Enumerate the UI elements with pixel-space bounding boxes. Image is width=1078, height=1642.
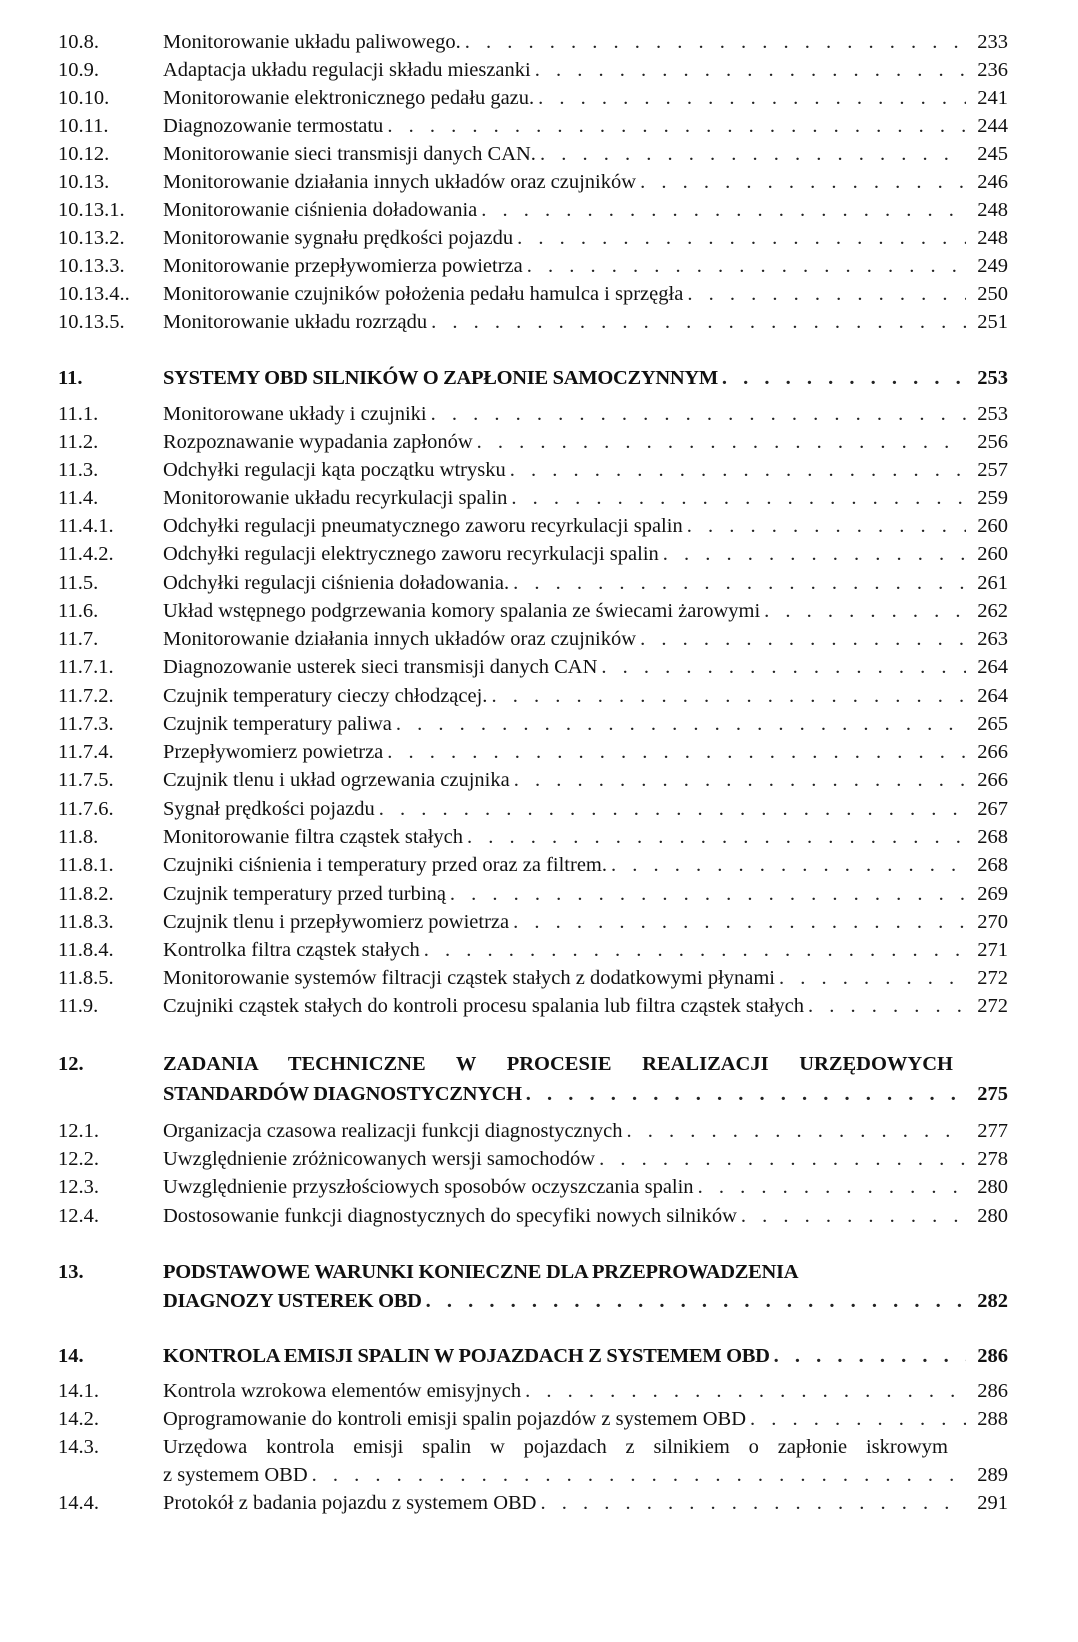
entry-number: 10.8. bbox=[58, 31, 99, 53]
entry-page: 264 bbox=[977, 685, 1008, 707]
toc-entry bbox=[58, 484, 1008, 513]
entry-number: 11.4.2. bbox=[58, 543, 114, 565]
dot-leader bbox=[779, 964, 966, 993]
entry-page: 245 bbox=[977, 143, 1008, 165]
entry-title: z systemem OBD bbox=[163, 1464, 308, 1486]
toc-entry bbox=[58, 936, 1008, 965]
entry-page: 249 bbox=[977, 255, 1008, 277]
entry-page: 248 bbox=[977, 199, 1008, 221]
dot-leader bbox=[426, 1287, 966, 1316]
chapter-number: 13. bbox=[58, 1261, 84, 1283]
toc-chapter-line1 bbox=[58, 1050, 953, 1079]
entry-page: 288 bbox=[977, 1408, 1008, 1430]
entry-page: 248 bbox=[977, 227, 1008, 249]
entry-number: 11.9. bbox=[58, 995, 99, 1017]
dot-leader bbox=[764, 597, 966, 626]
toc-entry bbox=[58, 224, 1008, 253]
entry-title: Monitorowanie układu recyrkulacji spalin bbox=[163, 487, 508, 509]
entry-title: Monitorowanie układu rozrządu bbox=[163, 311, 428, 333]
chapter-title-line1: ZADANIA TECHNICZNE W PROCESIE REALIZACJI URZĘDOWYCH bbox=[163, 1053, 953, 1075]
toc-entry bbox=[58, 28, 1008, 57]
dot-leader bbox=[477, 428, 966, 457]
entry-number: 10.11. bbox=[58, 115, 109, 137]
toc-chapter-line1 bbox=[58, 1258, 1008, 1287]
toc-entry bbox=[58, 428, 1008, 457]
dot-leader bbox=[722, 364, 966, 393]
entry-page: 291 bbox=[977, 1492, 1008, 1514]
dot-leader bbox=[387, 738, 966, 767]
entry-page: 268 bbox=[977, 854, 1008, 876]
entry-page: 244 bbox=[977, 115, 1008, 137]
toc-entry bbox=[58, 710, 1008, 739]
entry-page: 271 bbox=[977, 939, 1008, 961]
dot-leader bbox=[491, 682, 966, 711]
chapter-number: 14. bbox=[58, 1345, 84, 1367]
dot-leader bbox=[540, 1489, 966, 1518]
entry-number: 12.2. bbox=[58, 1148, 99, 1170]
entry-title: Monitorowanie ciśnienia doładowania bbox=[163, 199, 478, 221]
entry-number: 11.7.6. bbox=[58, 798, 114, 820]
entry-number: 11.2. bbox=[58, 431, 99, 453]
entry-title: Monitorowanie czujników położenia pedału hamulca i sprzęgła bbox=[163, 283, 684, 305]
toc-entry bbox=[58, 512, 1008, 541]
entry-title: Kontrolka filtra cząstek stałych bbox=[163, 939, 420, 961]
dot-leader bbox=[431, 308, 966, 337]
entry-page: 272 bbox=[977, 995, 1008, 1017]
dot-leader bbox=[687, 512, 966, 541]
entry-number: 12.1. bbox=[58, 1120, 99, 1142]
entry-page: 286 bbox=[977, 1380, 1008, 1402]
toc-entry-line2 bbox=[58, 1461, 1008, 1490]
entry-title: Monitorowanie działania innych układów oraz czujników bbox=[163, 171, 637, 193]
entry-number: 10.13.5. bbox=[58, 311, 125, 333]
entry-number: 10.12. bbox=[58, 143, 110, 165]
dot-leader bbox=[640, 625, 966, 654]
entry-page: 269 bbox=[977, 883, 1008, 905]
chapter-title: STANDARDÓW DIAGNOSTYCZNYCH bbox=[163, 1083, 522, 1105]
toc-entry bbox=[58, 851, 1008, 880]
entry-number: 11.8. bbox=[58, 826, 99, 848]
entry-page: 275 bbox=[977, 1083, 1008, 1105]
dot-leader bbox=[540, 140, 966, 169]
chapter-number: 11. bbox=[58, 367, 83, 389]
entry-title: Odchyłki regulacji elektrycznego zaworu recyrkulacji spalin bbox=[163, 543, 659, 565]
entry-page: 280 bbox=[977, 1205, 1008, 1227]
dot-leader bbox=[526, 1080, 966, 1109]
toc-entry bbox=[58, 168, 1008, 197]
dot-leader bbox=[513, 569, 966, 598]
dot-leader bbox=[431, 400, 966, 429]
dot-leader bbox=[698, 1173, 966, 1202]
entry-number: 10.13. bbox=[58, 171, 110, 193]
toc-entry-line1 bbox=[58, 1433, 948, 1462]
dot-leader bbox=[663, 540, 966, 569]
dot-leader bbox=[387, 112, 966, 141]
toc-entry bbox=[58, 964, 1008, 993]
entry-page: 253 bbox=[977, 403, 1008, 425]
toc-entry bbox=[58, 1145, 1008, 1174]
entry-title: Odchyłki regulacji pneumatycznego zaworu recyrkulacji spalin bbox=[163, 515, 683, 537]
entry-page: 262 bbox=[977, 600, 1008, 622]
dot-leader bbox=[424, 936, 966, 965]
toc-entry bbox=[58, 1377, 1008, 1406]
entry-number: 11.8.5. bbox=[58, 967, 114, 989]
entry-page: 264 bbox=[977, 656, 1008, 678]
dot-leader bbox=[611, 851, 966, 880]
toc-entry bbox=[58, 280, 1008, 309]
toc-entry bbox=[58, 1202, 1008, 1231]
entry-number: 14.3. bbox=[58, 1436, 99, 1458]
entry-number: 10.10. bbox=[58, 87, 110, 109]
entry-page: 250 bbox=[977, 283, 1008, 305]
toc-entry bbox=[58, 569, 1008, 598]
entry-number: 10.13.3. bbox=[58, 255, 125, 277]
dot-leader bbox=[627, 1117, 966, 1146]
dot-leader bbox=[467, 823, 966, 852]
toc-entry bbox=[58, 795, 1008, 824]
entry-number: 11.6. bbox=[58, 600, 99, 622]
entry-number: 11.5. bbox=[58, 572, 99, 594]
toc-entry bbox=[58, 653, 1008, 682]
entry-title: Monitorowanie sygnału prędkości pojazdu bbox=[163, 227, 514, 249]
entry-title: Rozpoznawanie wypadania zapłonów bbox=[163, 431, 473, 453]
dot-leader bbox=[640, 168, 966, 197]
entry-title: Uwzględnienie zróżnicowanych wersji samochodów bbox=[163, 1148, 596, 1170]
toc-entry bbox=[58, 682, 1008, 711]
entry-page: 257 bbox=[977, 459, 1008, 481]
toc-entry bbox=[58, 308, 1008, 337]
entry-number: 11.3. bbox=[58, 459, 99, 481]
dot-leader bbox=[513, 908, 966, 937]
dot-leader bbox=[808, 992, 966, 1021]
toc-entry bbox=[58, 908, 1008, 937]
entry-number: 11.1. bbox=[58, 403, 99, 425]
entry-title: Dostosowanie funkcji diagnostycznych do specyfiki nowych silników bbox=[163, 1205, 737, 1227]
entry-page: 236 bbox=[977, 59, 1008, 81]
entry-title: Czujnik temperatury przed turbiną bbox=[163, 883, 446, 905]
entry-title: Przepływomierz powietrza bbox=[163, 741, 384, 763]
dot-leader bbox=[525, 1377, 966, 1406]
toc-entry bbox=[58, 400, 1008, 429]
entry-title: Oprogramowanie do kontroli emisji spalin pojazdów z systemem OBD bbox=[163, 1408, 747, 1430]
toc-entry bbox=[58, 456, 1008, 485]
entry-title: Czujnik temperatury paliwa bbox=[163, 713, 392, 735]
toc-chapter-line2 bbox=[58, 1080, 1008, 1109]
toc-entry bbox=[58, 823, 1008, 852]
entry-page: 263 bbox=[977, 628, 1008, 650]
entry-title: Diagnozowanie usterek sieci transmisji danych CAN bbox=[163, 656, 598, 678]
entry-page: 272 bbox=[977, 967, 1008, 989]
entry-page: 246 bbox=[977, 171, 1008, 193]
entry-number: 11.4.1. bbox=[58, 515, 114, 537]
entry-page: 280 bbox=[977, 1176, 1008, 1198]
entry-title: Uwzględnienie przyszłościowych sposobów oczyszczania spalin bbox=[163, 1176, 694, 1198]
toc-entry bbox=[58, 112, 1008, 141]
entry-number: 10.9. bbox=[58, 59, 99, 81]
dot-leader bbox=[774, 1342, 966, 1371]
dot-leader bbox=[527, 252, 966, 281]
entry-title: Odchyłki regulacji ciśnienia doładowania. bbox=[163, 572, 510, 594]
dot-leader bbox=[538, 84, 966, 113]
dot-leader bbox=[517, 224, 966, 253]
entry-number: 12.3. bbox=[58, 1176, 99, 1198]
entry-number: 10.13.4.. bbox=[58, 283, 130, 305]
entry-title: Odchyłki regulacji kąta początku wtrysku bbox=[163, 459, 506, 481]
toc-chapter bbox=[58, 364, 1008, 393]
entry-number: 14.1. bbox=[58, 1380, 99, 1402]
chapter-title: SYSTEMY OBD SILNIKÓW O ZAPŁONIE SAMOCZYNNYM bbox=[163, 367, 718, 389]
entry-page: 282 bbox=[977, 1290, 1008, 1312]
dot-leader bbox=[514, 766, 966, 795]
toc-entry bbox=[58, 738, 1008, 767]
dot-leader bbox=[450, 880, 966, 909]
entry-page: 270 bbox=[977, 911, 1008, 933]
entry-title: Protokół z badania pojazdu z systemem OBD bbox=[163, 1492, 537, 1514]
entry-page: 241 bbox=[977, 87, 1008, 109]
entry-number: 14.2. bbox=[58, 1408, 99, 1430]
dot-leader bbox=[511, 484, 966, 513]
entry-page: 266 bbox=[977, 769, 1008, 791]
entry-title: Organizacja czasowa realizacji funkcji diagnostycznych bbox=[163, 1120, 623, 1142]
entry-page: 278 bbox=[977, 1148, 1008, 1170]
entry-title: Diagnozowanie termostatu bbox=[163, 115, 384, 137]
toc-entry bbox=[58, 1405, 1008, 1434]
entry-number: 11.7.5. bbox=[58, 769, 114, 791]
entry-title: Kontrola wzrokowa elementów emisyjnych bbox=[163, 1380, 522, 1402]
entry-title: Adaptacja układu regulacji składu mieszanki bbox=[163, 59, 531, 81]
entry-number: 14.4. bbox=[58, 1492, 99, 1514]
dot-leader bbox=[465, 28, 966, 57]
dot-leader bbox=[750, 1405, 966, 1434]
dot-leader bbox=[535, 56, 966, 85]
entry-page: 266 bbox=[977, 741, 1008, 763]
dot-leader bbox=[481, 196, 966, 225]
entry-title: Monitorowanie sieci transmisji danych CAN. bbox=[163, 143, 536, 165]
entry-page: 267 bbox=[977, 798, 1008, 820]
entry-title: Monitorowanie układu paliwowego. bbox=[163, 31, 461, 53]
entry-title: Monitorowane układy i czujniki bbox=[163, 403, 427, 425]
toc-chapter bbox=[58, 1342, 1008, 1371]
entry-number: 11.7. bbox=[58, 628, 99, 650]
toc-entry bbox=[58, 196, 1008, 225]
toc-chapter-line2 bbox=[58, 1287, 1008, 1316]
entry-number: 11.8.3. bbox=[58, 911, 114, 933]
toc-entry bbox=[58, 766, 1008, 795]
entry-title: Układ wstępnego podgrzewania komory spalania ze świecami żarowymi bbox=[163, 600, 761, 622]
entry-number: 10.13.1. bbox=[58, 199, 125, 221]
toc-entry bbox=[58, 252, 1008, 281]
toc-entry bbox=[58, 880, 1008, 909]
entry-page: 233 bbox=[977, 31, 1008, 53]
entry-page: 265 bbox=[977, 713, 1008, 735]
dot-leader bbox=[312, 1461, 966, 1490]
dot-leader bbox=[687, 280, 966, 309]
chapter-title: KONTROLA EMISJI SPALIN W POJAZDACH Z SYSTEMEM OBD bbox=[163, 1345, 770, 1367]
dot-leader bbox=[601, 653, 966, 682]
entry-page: 251 bbox=[977, 311, 1008, 333]
entry-title: Monitorowanie filtra cząstek stałych bbox=[163, 826, 463, 848]
toc-entry bbox=[58, 625, 1008, 654]
entry-title: Czujnik temperatury cieczy chłodzącej. bbox=[163, 685, 488, 707]
chapter-number: 12. bbox=[58, 1053, 84, 1075]
toc-entry bbox=[58, 1173, 1008, 1202]
toc-entry bbox=[58, 1489, 1008, 1518]
dot-leader bbox=[379, 795, 966, 824]
entry-page: 253 bbox=[977, 367, 1008, 389]
entry-title: Monitorowanie działania innych układów oraz czujników bbox=[163, 628, 637, 650]
entry-number: 11.7.2. bbox=[58, 685, 114, 707]
entry-title: Czujnik tlenu i przepływomierz powietrza bbox=[163, 911, 510, 933]
chapter-title: DIAGNOZY USTEREK OBD bbox=[163, 1290, 422, 1312]
toc-entry bbox=[58, 84, 1008, 113]
dot-leader bbox=[741, 1202, 966, 1231]
entry-number: 10.13.2. bbox=[58, 227, 125, 249]
entry-page: 286 bbox=[977, 1345, 1008, 1367]
dot-leader bbox=[510, 456, 966, 485]
entry-page: 259 bbox=[977, 487, 1008, 509]
toc-entry bbox=[58, 56, 1008, 85]
toc-entry bbox=[58, 140, 1008, 169]
entry-page: 277 bbox=[977, 1120, 1008, 1142]
entry-number: 11.7.3. bbox=[58, 713, 114, 735]
entry-title: Czujniki ciśnienia i temperatury przed oraz za filtrem. bbox=[163, 854, 607, 876]
dot-leader bbox=[396, 710, 966, 739]
entry-title: Czujnik tlenu i układ ogrzewania czujnika bbox=[163, 769, 510, 791]
entry-number: 12.4. bbox=[58, 1205, 99, 1227]
entry-page: 289 bbox=[977, 1464, 1008, 1486]
entry-page: 268 bbox=[977, 826, 1008, 848]
entry-number: 11.8.2. bbox=[58, 883, 114, 905]
chapter-title-line1: PODSTAWOWE WARUNKI KONIECZNE DLA PRZEPROWADZENIA bbox=[163, 1261, 799, 1283]
entry-number: 11.7.4. bbox=[58, 741, 114, 763]
entry-page: 260 bbox=[977, 543, 1008, 565]
entry-title-line1: Urzędowa kontrola emisji spalin w pojazdach z silnikiem o zapłonie iskrowym bbox=[163, 1436, 948, 1458]
entry-number: 11.8.4. bbox=[58, 939, 114, 961]
toc-entry bbox=[58, 597, 1008, 626]
toc-entry bbox=[58, 540, 1008, 569]
entry-page: 256 bbox=[977, 431, 1008, 453]
entry-title: Monitorowanie systemów filtracji cząstek stałych z dodatkowymi płynami bbox=[163, 967, 776, 989]
entry-title: Monitorowanie elektronicznego pedału gazu. bbox=[163, 87, 535, 109]
entry-title: Sygnał prędkości pojazdu bbox=[163, 798, 375, 820]
entry-page: 261 bbox=[977, 572, 1008, 594]
entry-title: Czujniki cząstek stałych do kontroli procesu spalania lub filtra cząstek stałych bbox=[163, 995, 804, 1017]
toc-entry bbox=[58, 1117, 1008, 1146]
toc-entry bbox=[58, 992, 1008, 1021]
entry-page: 260 bbox=[977, 515, 1008, 537]
entry-title: Monitorowanie przepływomierza powietrza bbox=[163, 255, 523, 277]
entry-number: 11.4. bbox=[58, 487, 99, 509]
dot-leader bbox=[599, 1145, 966, 1174]
entry-number: 11.7.1. bbox=[58, 656, 114, 678]
entry-number: 11.8.1. bbox=[58, 854, 114, 876]
